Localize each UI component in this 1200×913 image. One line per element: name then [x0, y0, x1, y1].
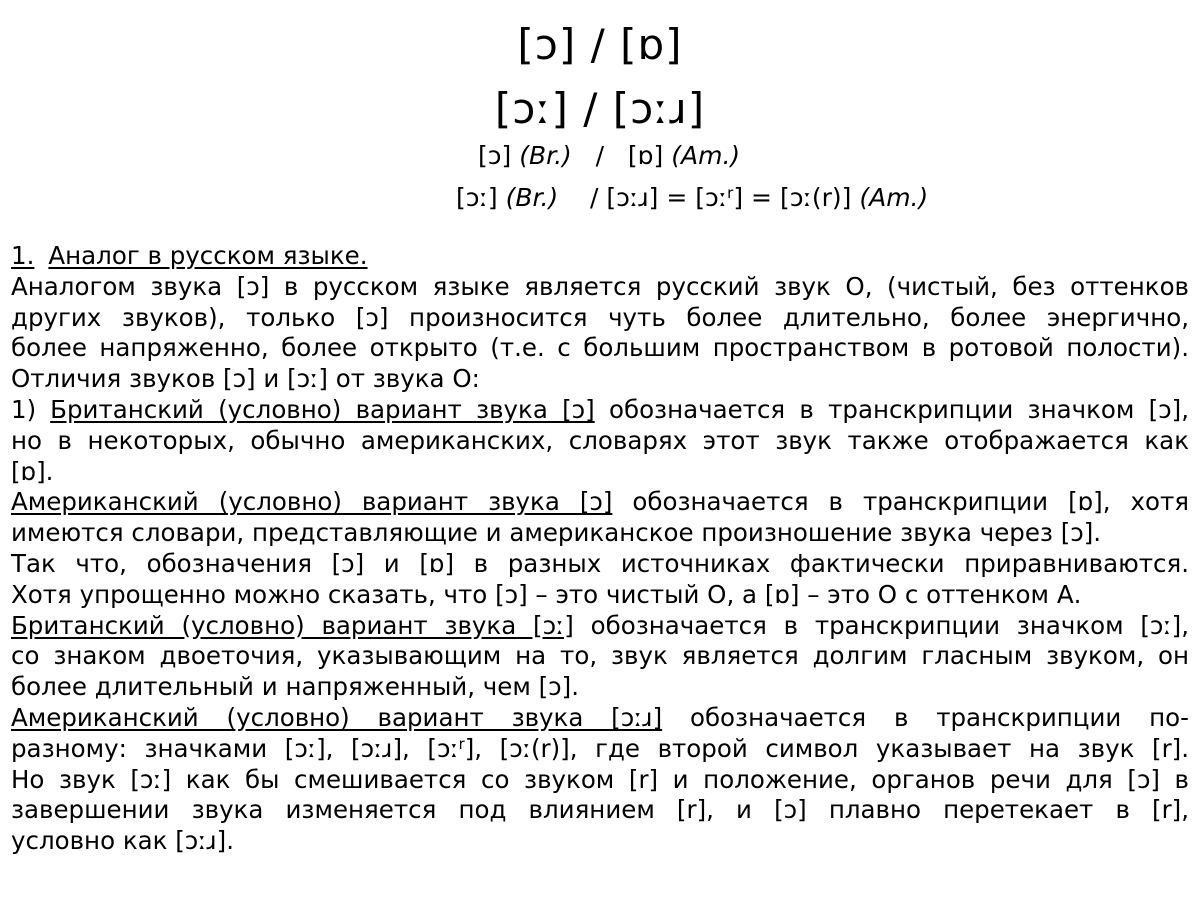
am-long-symbols-a: [ɔːɹ] = [ɔː — [606, 183, 728, 212]
am-long-superscript: r — [727, 183, 734, 202]
text-line — [11, 487, 1189, 518]
article-body — [11, 241, 1189, 857]
superscript-r: r — [458, 735, 465, 753]
paragraph-american-short — [11, 487, 1189, 549]
text-line: Хотя упрощенно можно сказать, что [ɔ] – это чистый О, а [ɒ] – это О с оттенком А. — [11, 579, 1082, 609]
am-short-symbol: [ɒ] — [627, 141, 664, 170]
section-heading — [11, 241, 1189, 272]
underlined-term: Американский (условно) вариант звука [ɔ] — [11, 487, 613, 517]
text-fragment: обозначается в транскрипции значком [ɔː], — [573, 610, 1189, 640]
text-line: Так что, обозначения [ɔ] и [ɒ] в разных источниках фактически приравниваются. — [11, 548, 1189, 578]
section-title: Аналог в русском языке. — [48, 241, 368, 270]
text-line — [11, 734, 1189, 765]
text-line: со знаком двоеточия, указывающим на то, звук является долгим гласным звуком, он — [11, 641, 1189, 671]
text-line: более длительный и напряженный, чем [ɔ]. — [11, 672, 579, 702]
am-short-label: (Am.) — [671, 141, 741, 170]
text-fragment: обозначается в транскрипции значком [ɔ], — [594, 394, 1189, 424]
paragraph-american-long — [11, 703, 1189, 857]
text-line: других звуков), только [ɔ] произносится чуть более длительно, более энергично, — [11, 302, 1189, 332]
paragraph-equivalence — [11, 549, 1189, 611]
am-long-label: (Am.) — [859, 183, 929, 212]
header-symbols-short: [ɔ] / [ɒ] — [517, 20, 683, 69]
text-line: Но звук [ɔː] как бы смешивается со звуком [r] и положение, органов речи для [ɔ] в — [11, 764, 1189, 794]
text-fragment: разному: значками [ɔː], [ɔːɹ], [ɔː — [11, 733, 459, 763]
text-line: но в некоторых, обычно американских, словарях этот звук также отображается как — [11, 425, 1189, 455]
underlined-term: Британский (условно) вариант звука [ɔː] — [11, 610, 574, 640]
text-line: более напряженно, более открыто (т.е. с большим пространством в ротовой полости). — [11, 333, 1189, 363]
section-number: 1. — [11, 241, 35, 270]
text-line: Аналогом звука [ɔ] в русском языке является русский звук О, (чистый, без оттенков — [11, 271, 1189, 301]
short-separator: / — [595, 141, 605, 170]
text-fragment: ], [ɔː(r)], где второй символ указывает на звук [r]. — [464, 733, 1189, 763]
br-long-symbol: [ɔː] — [456, 183, 498, 212]
paragraph-british-short — [11, 395, 1189, 487]
text-line: завершении звука изменяется под влиянием [r], и [ɔ] плавно перетекает в [r], — [11, 795, 1189, 825]
underlined-term: Американский (условно) вариант звука [ɔːɹ] — [11, 702, 663, 732]
br-short-symbol: [ɔ] — [478, 141, 512, 170]
header-symbols-long: [ɔː] / [ɔːɹ] — [494, 84, 706, 133]
header-variants-short — [478, 143, 740, 168]
br-long-label: (Br.) — [505, 183, 559, 212]
text-line: имеются словари, представляющие и американское произношение звука через [ɔ]. — [11, 518, 1102, 548]
text-line — [11, 395, 1189, 426]
text-fragment: обозначается в транскрипции по- — [662, 702, 1189, 732]
text-line — [11, 611, 1189, 642]
paragraph-british-long — [11, 611, 1189, 703]
text-line: условно как [ɔːɹ]. — [11, 826, 235, 856]
long-separator: / — [590, 183, 599, 212]
text-fragment: обозначается в транскрипции [ɒ], хотя — [612, 487, 1189, 517]
underlined-term: Британский (условно) вариант звука [ɔ] — [50, 394, 595, 424]
br-short-label: (Br.) — [519, 141, 572, 170]
paragraph-analog — [11, 272, 1189, 395]
text-line — [11, 703, 1189, 734]
list-number: 1) — [11, 394, 37, 424]
text-line: [ɒ]. — [11, 456, 54, 486]
am-long-symbols-b: ] = [ɔː(r)] — [733, 183, 852, 212]
header-variants-long — [456, 185, 928, 210]
text-line: Отличия звуков [ɔ] и [ɔː] от звука О: — [11, 364, 480, 394]
